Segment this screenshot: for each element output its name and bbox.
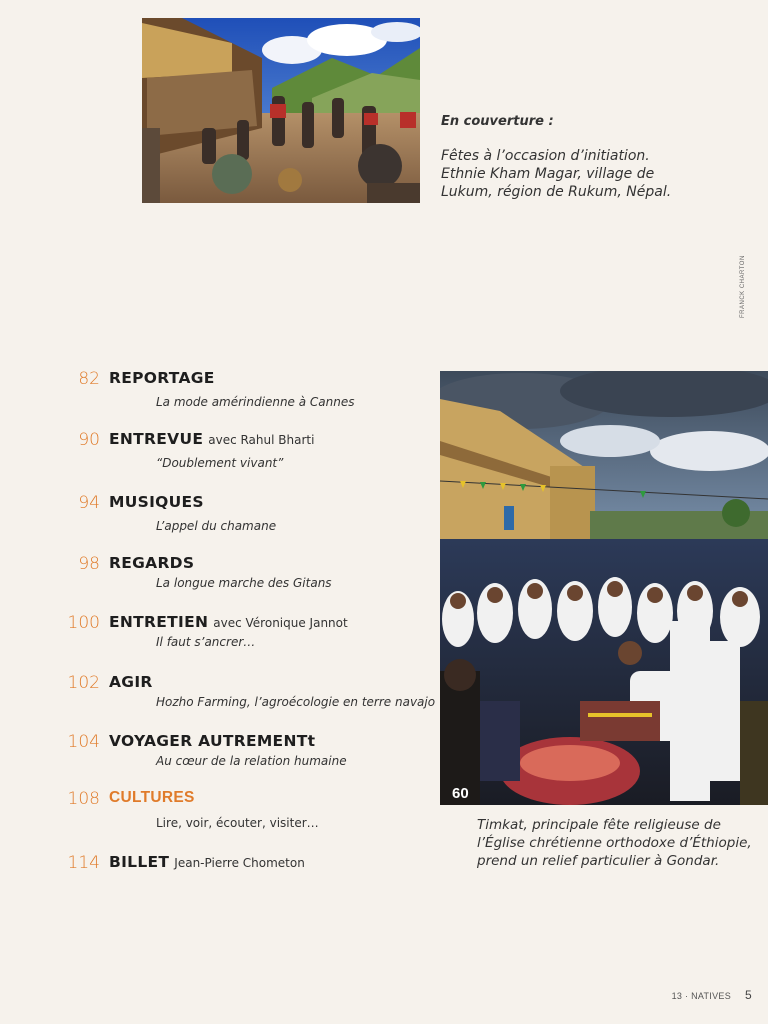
toc-entry[interactable] [60, 789, 430, 830]
toc-section-title: AGIR [109, 673, 153, 691]
page-footer [672, 988, 752, 1002]
feature-photo[interactable] [440, 371, 768, 805]
feature-caption-line: Timkat, principale fête religieuse de [477, 817, 721, 833]
feature-page-number: 60 [452, 785, 469, 802]
toc-with-text: avec Rahul Bharti [208, 433, 315, 447]
toc-entry[interactable] [60, 369, 430, 409]
page-number: 5 [745, 988, 752, 1002]
toc-subtitle: Il faut s’ancrer… [156, 635, 256, 649]
toc-subtitle: Lire, voir, écouter, visiter… [156, 816, 319, 830]
toc-page-number: 90 [78, 430, 100, 450]
toc-subtitle: La longue marche des Gitans [156, 576, 332, 590]
cover-caption [441, 114, 741, 201]
photo-credit: FRANCK CHARTON [740, 255, 746, 318]
toc-page-number: 100 [67, 613, 100, 633]
toc-page-number: 98 [78, 554, 100, 574]
toc-entry[interactable] [60, 673, 436, 709]
toc-section-title [109, 853, 305, 871]
toc-subtitle: Hozho Farming, l’agroécologie en terre navajo [156, 695, 436, 709]
toc-page-number: 94 [78, 493, 100, 513]
toc-page-number: 114 [67, 853, 100, 873]
toc-section-title [109, 613, 348, 631]
toc-title-text: BILLET [109, 853, 170, 871]
toc-title-text: ENTRETIEN [109, 613, 209, 631]
toc-with-text: avec Véronique Jannot [213, 616, 348, 630]
issue-label: 13 · NATIVES [671, 991, 732, 1001]
toc-entry[interactable] [60, 554, 430, 590]
cover-photo [142, 18, 420, 203]
cover-caption-heading: En couverture : [441, 114, 554, 129]
toc-section-title: CULTURES [109, 789, 195, 806]
feature-caption [477, 816, 767, 870]
cover-caption-line: Ethnie Kham Magar, village de [441, 166, 655, 182]
toc-entry[interactable] [60, 430, 430, 470]
toc-section-title: VOYAGER AUTREMENTt [109, 732, 316, 750]
toc-subtitle: L’appel du chamane [156, 519, 277, 533]
toc-section-title: MUSIQUES [109, 493, 204, 511]
toc-with-text: Jean-Pierre Chometon [174, 856, 305, 870]
toc-page-number: 108 [67, 789, 100, 809]
toc-entry[interactable] [60, 853, 430, 873]
toc-section-title: REPORTAGE [109, 369, 215, 387]
toc-subtitle: “Doublement vivant” [156, 456, 284, 470]
toc-entry[interactable] [60, 732, 430, 768]
toc-entry[interactable] [60, 613, 430, 649]
cover-caption-line: Lukum, région de Rukum, Népal. [441, 184, 672, 200]
toc-subtitle: La mode amérindienne à Cannes [156, 395, 355, 409]
toc-title-text: ENTREVUE [109, 430, 204, 448]
toc-section-title: REGARDS [109, 554, 195, 572]
toc-page-number: 102 [67, 673, 100, 693]
feature-caption-line: l’Église chrétienne orthodoxe d’Éthiopie, [477, 835, 752, 851]
toc-page-number: 104 [67, 732, 100, 752]
feature-caption-line: prend un relief particulier à Gondar. [477, 853, 720, 869]
cover-caption-line: Fêtes à l’occasion d’initiation. [441, 148, 650, 164]
toc-section-title [109, 430, 314, 448]
toc-page-number: 82 [78, 369, 100, 389]
toc-subtitle: Au cœur de la relation humaine [156, 754, 347, 768]
toc-entry[interactable] [60, 493, 430, 533]
